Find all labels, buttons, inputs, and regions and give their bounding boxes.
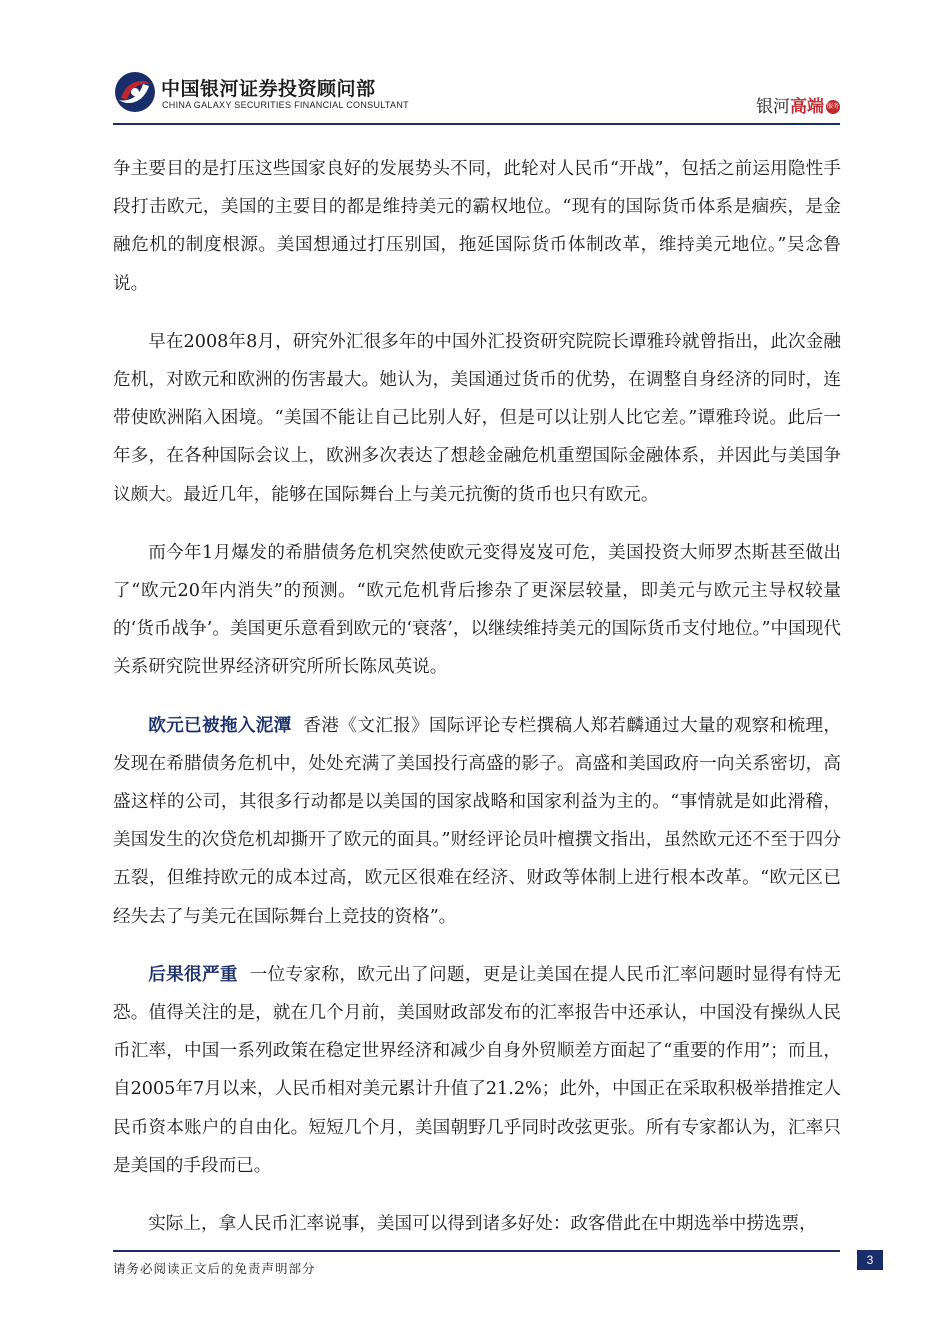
footer-divider [113,1250,840,1252]
paragraph-5-body: 一位专家称，欧元出了问题，更是让美国在提人民币汇率问题时显得有恃无恐。值得关注的是，就在几个月前，美国财政部发布的汇率报告中还承认，中国没有操纵人民币汇率，中国一系列政策在稳定世界经济和减少自身外贸顺差方面起了“重要的作用”；而且，自2005年7月以来，人民币相对美元累计升值了21.2%；此外，中国正在采取积极举措推定人民币资本账户的自由化。短短几个月，美国朝野几乎同时改弦更张。所有专家都认为，汇率只是美国的手段而已。 [113,964,841,1176]
page-number: 3 [857,1250,883,1270]
section-heading-euro: 欧元已被拖入泥潭 [148,715,292,736]
disclaimer-note: 请务必阅读正文后的免责声明部分 [113,1261,316,1276]
paragraph-4-body: 香港《文汇报》国际评论专栏撰稿人郑若麟通过大量的观察和梳理，发现在希腊债务危机中，处处充满了美国投行高盛的影子。高盛和美国政府一向关系密切，高盛这样的公司，其很多行动都是以美国的国家战略和国家利益为主的。“事情就是如此滑稽，美国发生的次贷危机却撕开了欧元的面具。”财经评论员叶檀撰文指出，虽然欧元还不至于四分五裂，但维持欧元的成本过高，欧元区很难在经济、财政等体制上进行根本改革。“欧元区已经失去了与美元在国际舞台上竞技的资格”。 [113,715,841,927]
brand-mark [756,92,840,117]
brand-seal: 服务 [826,100,840,114]
company-name-en: CHINA GALAXY SECURITIES FINANCIAL CONSULTANT [162,100,409,110]
paragraph-1: 争主要目的是打压这些国家良好的发展势头不同，此轮对人民币“开战”，包括之前运用隐性手段打击欧元，美国的主要目的都是维持美元的霸权地位。“现有的国际货币体系是痼疾，是金融危机的制度根源。美国想通过打压别国，拖延国际货币体制改革，维持美元地位。”吴念鲁说。 [113,159,841,294]
brand-highlight: 高端 [790,97,824,117]
brand-text: 银河 [756,97,790,117]
article-body [113,150,841,1263]
paragraph-4 [113,707,841,936]
company-name-cn: 中国银河证券投资顾问部 [161,78,376,100]
galaxy-logo-icon [113,70,157,114]
header-divider [113,123,840,125]
page-header [113,60,840,124]
paragraph-2: 早在2008年8月，研究外汇很多年的中国外汇投资研究院院长谭雅玲就曾指出，此次金融危机，对欧元和欧洲的伤害最大。她认为，美国通过货币的优势，在调整自身经济的同时，连带使欧洲陷入困境。“美国不能让自己比别人好，但是可以让别人比它差。”谭雅玲说。此后一年多，在各种国际会议上，欧洲多次表达了想趁金融危机重塑国际金融体系，并因此与美国争议颇大。最近几年，能够在国际舞台上与美元抗衡的货币也只有欧元。 [113,331,841,505]
paragraph-5 [113,956,841,1185]
paragraph-6: 实际上，拿人民币汇率说事，美国可以得到诸多好处：政客借此在中期选举中捞选票， [148,1214,817,1235]
section-heading-consequence: 后果很严重 [148,964,238,985]
paragraph-3: 而今年1月爆发的希腊债务危机突然使欧元变得岌岌可危，美国投资大师罗杰斯甚至做出了“欧元20年内消失”的预测。“欧元危机背后掺杂了更深层较量，即美元与欧元主导权较量的‘货币战争’。美国更乐意看到欧元的‘衰落’，以继续维持美元的国际货币支付地位。”中国现代关系研究院世界经济研究所所长陈凤英说。 [113,542,841,678]
